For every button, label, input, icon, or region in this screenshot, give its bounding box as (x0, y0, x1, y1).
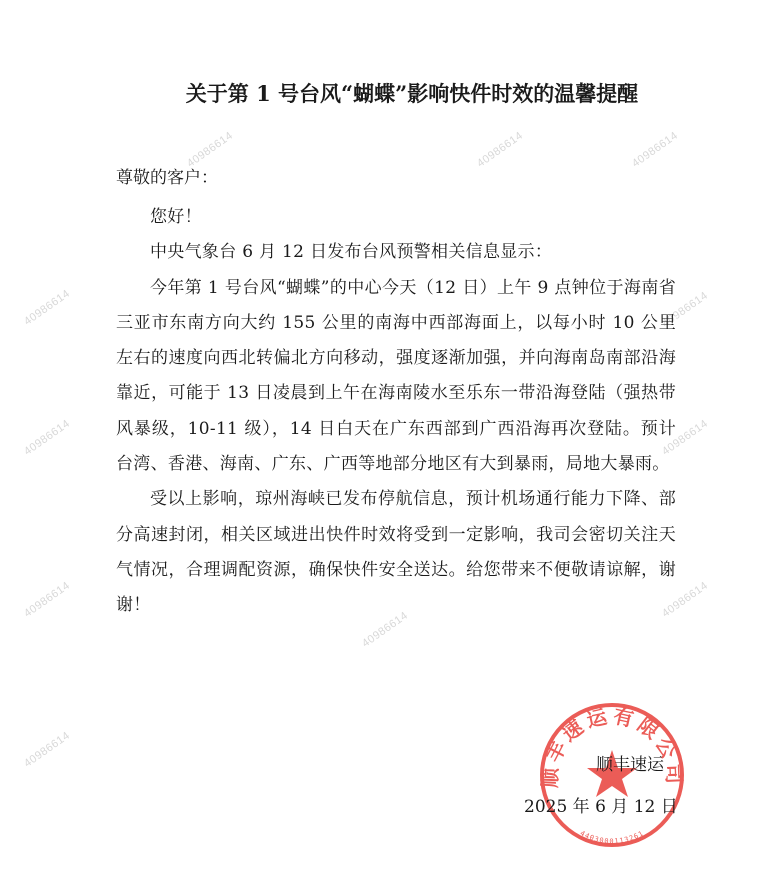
paragraph-impact: 受以上影响，琼州海峡已发布停航信息，预计机场通行能力下降、部分高速封闭，相关区域进出快件时效将受到一定影响，我司会密切关注天气情况，合理调配资源，确保快件安全送达。给您带来不便敬请谅解，谢谢！ (116, 489, 676, 616)
watermark: 40986614 (475, 129, 526, 170)
document-title: 关于第 1 号台风“蝴蝶”影响快件时效的温馨提醒 (185, 81, 639, 106)
watermark: 40986614 (22, 729, 73, 770)
watermark: 40986614 (360, 609, 411, 650)
signature-date: 2025 年 6 月 12 日 (524, 797, 678, 817)
seal-text: 顺丰速运有限公司 (537, 703, 687, 789)
paragraph-source: 中央气象台 6 月 12 日发布台风预警相关信息显示： (150, 242, 553, 263)
watermark: 40986614 (660, 579, 711, 620)
body-text (116, 200, 676, 624)
seal-number: 4403000113261 (578, 829, 646, 846)
watermark: 40986614 (185, 129, 236, 170)
watermark: 40986614 (660, 289, 711, 330)
salutation: 尊敬的客户： (116, 168, 218, 188)
watermark: 40986614 (630, 129, 681, 170)
watermark: 40986614 (660, 417, 711, 458)
watermark: 40986614 (22, 287, 73, 328)
signature-company: 顺丰速运 (596, 755, 664, 775)
watermark: 40986614 (22, 579, 73, 620)
svg-text:4403000113261 (579, 829, 646, 845)
paragraph-greeting: 您好！ (150, 207, 202, 227)
paragraph-typhoon-info: 今年第 1 号台风“蝴蝶”的中心今天（12 日）上午 9 点钟位于海南省三亚市东南方向大约 155 公里的南海中西部海面上，以每小时 10 公里左右的速度向西北转偏北方向移动，强度逐渐加强，并向海南岛南部沿海靠近，可能于 13 日凌晨到上午在海南陵水至乐东一带沿海登陆（强热带风暴级，10-11 级），14 日白天在广东西部到广西沿海再次登陆。预计台湾、香港、海南、广东、广西等地部分地区有大到暴雨，局地大暴雨。 (116, 277, 676, 475)
watermark: 40986614 (22, 417, 73, 458)
company-seal-stamp (537, 700, 687, 850)
